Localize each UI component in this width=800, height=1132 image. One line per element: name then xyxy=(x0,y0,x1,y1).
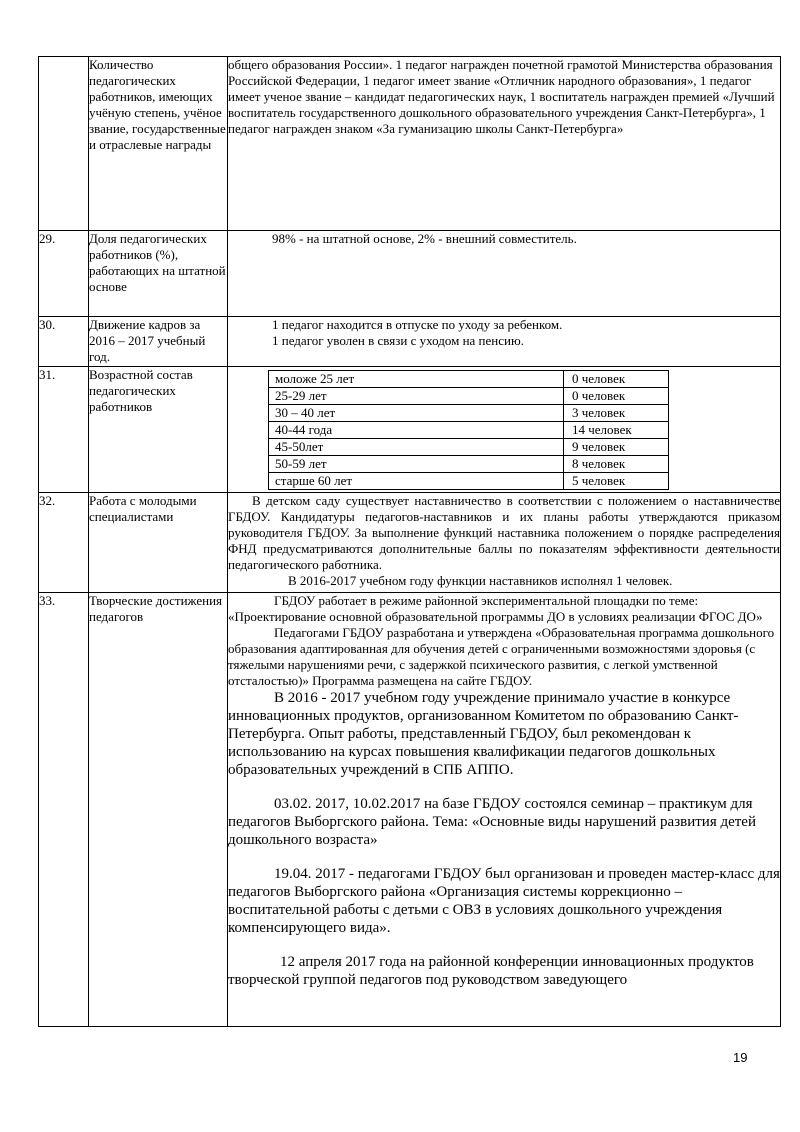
age-row xyxy=(269,388,669,405)
row-number: 31. xyxy=(39,367,89,493)
age-count: 9 человек xyxy=(564,439,669,456)
row-number: 29. xyxy=(39,231,89,317)
achievement-paragraph-4: 03.02. 2017, 10.02.2017 на базе ГБДОУ состоялся семинар – практикум для педагогов Выборгского района. Тема: «Основные виды нарушений развития детей дошкольного возраста» xyxy=(228,796,756,848)
row-content xyxy=(228,593,781,1027)
row-content xyxy=(228,317,781,367)
table-row xyxy=(39,57,781,231)
row-number: 32. xyxy=(39,493,89,593)
age-row xyxy=(269,439,669,456)
age-count: 0 человек xyxy=(564,388,669,405)
row-label: Творческие достижения педагогов xyxy=(89,593,228,1027)
achievement-paragraph-3: В 2016 - 2017 учебном году учреждение принимало участие в конкурсе инновационных продуктов, организованном Комитетом по образованию Санкт-Петербурга. Опыт работы, представленный ГБДОУ, был рекомендован к использованию на курсах повышения квалификации педагогов дошкольных образовательных учреждений в СПБ АППО. xyxy=(228,690,739,778)
row-number: 30. xyxy=(39,317,89,367)
table-row xyxy=(39,493,781,593)
page-number: 19 xyxy=(733,1050,748,1065)
age-count: 8 человек xyxy=(564,456,669,473)
document-table xyxy=(38,56,781,1027)
age-group: 50-59 лет xyxy=(269,456,564,473)
table-row xyxy=(39,593,781,1027)
age-row xyxy=(269,405,669,422)
age-row xyxy=(269,422,669,439)
staff-movement-line-1: 1 педагог находится в отпуске по уходу за ребенком. xyxy=(272,317,563,332)
row-content xyxy=(228,231,781,317)
row-content xyxy=(228,57,781,231)
age-group: 40-44 года xyxy=(269,422,564,439)
row-label: Доля педагогических работников (%), работающих на штатной основе xyxy=(89,231,228,317)
row-number: 33. xyxy=(39,593,89,1027)
achievement-paragraph-1: ГБДОУ работает в режиме районной экспериментальной площадки по теме: «Проектирование основной образовательной программы ДО в условиях реализации ФГОС ДО» xyxy=(228,593,763,624)
age-count: 14 человек xyxy=(564,422,669,439)
age-group: 25-29 лет xyxy=(269,388,564,405)
row-content xyxy=(228,367,781,493)
table-row xyxy=(39,367,781,493)
age-count: 3 человек xyxy=(564,405,669,422)
awards-text: общего образования России». 1 педагог награжден почетной грамотой Министерства образования Российской Федерации, 1 педагог имеет звание «Отличник народного образования», 1 педагог имеет ученое звание – кандидат педагогических наук, 1 воспитатель награжден премией «Лучший воспитатель государственного дошкольного образовательного учреждения Санкт-Петербурга», 1 педагог награжден знаком «За гуманизацию школы Санкт-Петербурга» xyxy=(228,57,775,136)
age-count: 5 человек xyxy=(564,473,669,490)
age-row xyxy=(269,371,669,388)
row-number-cell xyxy=(39,57,89,231)
row-label: Количество педагогических работников, имеющих учёную степень, учёное звание, государственные и отраслевые награды xyxy=(89,57,228,231)
age-row xyxy=(269,473,669,490)
staff-movement-line-2: 1 педагог уволен в связи с уходом на пенсию. xyxy=(272,333,524,348)
row-label: Движение кадров за 2016 – 2017 учебный год. xyxy=(89,317,228,367)
staff-share-text: 98% - на штатной основе, 2% - внешний совместитель. xyxy=(272,231,577,246)
age-row xyxy=(269,456,669,473)
table-row xyxy=(39,317,781,367)
age-group: 30 – 40 лет xyxy=(269,405,564,422)
age-group: 45-50лет xyxy=(269,439,564,456)
table-row xyxy=(39,231,781,317)
row-label: Работа с молодыми специалистами xyxy=(89,493,228,593)
row-content xyxy=(228,493,781,593)
age-group: моложе 25 лет xyxy=(269,371,564,388)
age-table xyxy=(268,370,669,490)
mentoring-summary: В 2016-2017 учебном году функции наставников исполнял 1 человек. xyxy=(288,573,673,588)
mentoring-paragraph: В детском саду существует наставничество в соответствии с положением о наставничестве ГБДОУ. Кандидатуры педагогов-наставников и их планы работы утверждаются приказом руководителя ГБДОУ. За выполнение функций наставника положением о порядке распределения ФНД предусматриваются дополнительные баллы по показателям эффективности деятельности педагогического работника. xyxy=(228,493,780,572)
age-count: 0 человек xyxy=(564,371,669,388)
achievement-paragraph-2: Педагогами ГБДОУ разработана и утверждена «Образовательная программа дошкольного образования адаптированная для обучения детей с ограниченными возможностями здоровья (с тяжелыми нарушениями речи, с задержкой психического развития, с легкой умственной отсталостью)» Программа размещена на сайте ГБДОУ. xyxy=(228,625,775,688)
row-label: Возрастной состав педагогических работников xyxy=(89,367,228,493)
achievement-paragraph-6: 12 апреля 2017 года на районной конференции инновационных продуктов творческой группой педагогов под руководством заведующего xyxy=(228,954,754,988)
age-group: старше 60 лет xyxy=(269,473,564,490)
achievement-paragraph-5: 19.04. 2017 - педагогами ГБДОУ был организован и проведен мастер-класс для педагогов Выборгского района «Организация системы коррекционно – воспитательной работы с детьми с ОВЗ в условиях дошкольного учреждения компенсирующего вида». xyxy=(228,866,780,936)
